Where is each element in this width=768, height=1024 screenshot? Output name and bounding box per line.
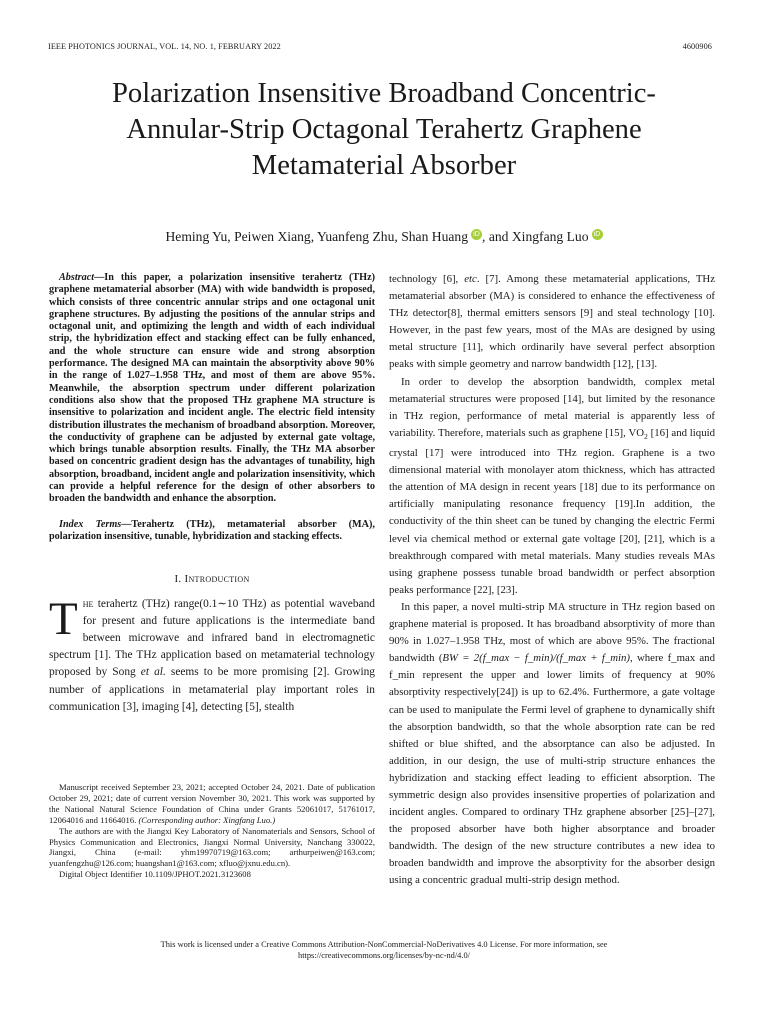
author-list xyxy=(60,229,708,245)
left-column xyxy=(49,272,375,716)
p1-italic: etc xyxy=(464,273,477,285)
intro-text: terahertz (THz) range(0.1∼10 THz) as potential waveband for present and future applications is the intermediate band between microwave and infrared band in electromagnetic spectrum [1]. The THz application based on metamaterial technology proposed by Song xyxy=(49,598,375,679)
page-number: 4600906 xyxy=(682,42,712,51)
corresponding-author: (Corresponding author: Xingfang Luo.) xyxy=(138,814,276,825)
p3-text-a: In this paper, a novel multi-strip MA structure in THz region based on graphene material is proposed. It has broadband absorptivity of more than 90% in 1.027–1.958 THz, most of which are above 95%. The fractional bandwidth ( xyxy=(389,600,715,665)
section-title: Introduction xyxy=(184,573,250,586)
p1-text-a: technology [6], xyxy=(389,273,465,285)
authors-part2: , and Xingfang Luo xyxy=(482,229,589,244)
p2-text-b: [16] and liquid crystal [17] were introduced into THz region. Graphene is a two dimensional material with monolayer atom thickness, which has attracted the attention of MA design in recent years [18] due to its performance on artificially manipulating resonance frequency [19].In addition, the conductivity of the thin sheet can be tuned by changing the electric Fermi level via chemical method or external gate voltage [20], [21], which is a breakthrough compared with metal materials. Many studies reveals MAs using graphene possess tunable broad bandwidth or perfect absorption peaks performance [22], [23]. xyxy=(389,426,715,596)
license-url[interactable]: https://creativecommons.org/licenses/by-nc-nd/4.0/ xyxy=(298,951,470,960)
p3-text-b: , where f_max and f_min represent the upper and lower limits of frequency at 90% absorptivity respectively[24]) is up to 62.4%. Furthermore, a gate voltage can be used to manipulate the Fermi level of graphene to dynamically shift the absorption bandwidth, so that the whole absorption rate can be red shifted or blue shifted, and the absorptance can also be adjusted. In addition, in our design, the use of multi-strip structure enhances the hybridization and stacking effect leading to efficient absorption. The symmetric design also provides insensitive properties of polarization and incident angles. Compared to ordinary THz graphene absorber [25]–[27], the proposed absorber have both higher absorptance and broader bandwidth. The design of the new structure contributes a new idea to broaden bandwidth and improve the absorptivity for the absorber design using a concentric gradual multi-strip design method. xyxy=(389,652,715,887)
index-terms xyxy=(49,519,375,544)
right-paragraph-3 xyxy=(389,599,715,890)
footnote-affiliation: The authors are with the Jiangxi Key Laboratory of Nanomaterials and Sensors, School of Physics Communication and Electronics, Jiangxi Normal University, Nanchang 330022, Jiangxi, China (e-mail: yhm19970719@163.com; arthurpeiwen@163.com; yuanfengzhu@126.com; huangshan1@163.com; xfluo@jxnu.edu.cn). xyxy=(49,825,375,869)
intro-caps: he xyxy=(82,598,94,611)
footnote-received xyxy=(49,782,375,826)
license-line-1: This work is licensed under a Creative Commons Attribution-NonCommercial-NoDerivatives 4.0 License. For more information, see xyxy=(160,940,608,949)
running-header-journal: IEEE PHOTONICS JOURNAL, VOL. 14, NO. 1, FEBRUARY 2022 xyxy=(48,42,281,51)
vo2-subscript: 2 xyxy=(644,432,648,441)
abstract-text: —In this paper, a polarization insensitive terahertz (THz) graphene metamaterial absorber (MA) with wide bandwidth is proposed, which consists of three concentric annular strips and one octagonal unit graphene structures. By adjusting the positions of the annular strips and octagonal unit, and optimizing the length and width of each individual strip, the hybridization effect and stacking effect can be fully enhanced, and the whole structure can ensure wide and strong absorption performance. The designed MA can maintain the absorptivity above 90% in the range of 1.027–1.958 THz, and most of them are above 95%. Meanwhile, the absorption spectrum under different polarization conditions also show that the proposed THz graphene MA structure is insensitive to polarization and incident angle. The electric field intensity distribution illustrates the mechanism of broadband absorption. Moreover, the conductivity of graphene can be adjusted by external gate voltage, which brings tunable absorption results. Finally, the THz MA absorber based on concentric gradient design has the advantages of tunability, high absorption, broadband, incident angle and polarization insensitivity, which can provide a helpful reference for the design of other absorbers to broaden the bandwidth and enhance the absorption. xyxy=(49,272,375,505)
section-heading-introduction xyxy=(49,571,375,588)
right-column xyxy=(389,271,715,890)
orcid-icon[interactable]: iD xyxy=(471,229,482,240)
authors-part1: Heming Yu, Peiwen Xiang, Yuanfeng Zhu, Shan Huang xyxy=(165,229,469,244)
abstract-lead: Abstract xyxy=(59,272,95,283)
index-terms-text: —Terahertz (THz), metamaterial absorber (MA), polarization insensitive, tunable, hybridization and stacking effects. xyxy=(49,518,375,542)
license-notice xyxy=(60,939,708,961)
section-number: I. xyxy=(174,573,182,586)
right-paragraph-2 xyxy=(389,374,715,599)
intro-italic: et al. xyxy=(140,666,166,679)
footnote-received-text: Manuscript received September 23, 2021; accepted October 24, 2021. Date of publication October 29, 2021; date of current version November 30, 2021. This work was supported by the National Natural Science Foundation of China under Grants 52061017, 51761017, 12064016 and 11664016. xyxy=(49,782,375,825)
abstract xyxy=(49,272,375,506)
drop-cap: T xyxy=(49,593,78,646)
orcid-icon[interactable]: iD xyxy=(592,229,603,240)
fractional-bandwidth-formula: BW = 2(f_max − f_min)/(f_max + f_min) xyxy=(442,652,631,665)
intro-text2: seems to be more promising [2]. Growing number of applications in metamaterial play important roles in communication [3], imaging [4], detecting [5], stealth xyxy=(49,666,376,713)
intro-paragraph xyxy=(49,593,376,716)
p1-text-b: . [7]. Among these metamaterial applications, THz metamaterial absorber (MA) is considered to enhance the effectiveness of THz detector[8], thermal emitters sensors [9] and steal technology [10]. However, in the past few years, most of the MAs are designed by using metal structure [11], which ordinarily have several perfect absorption peaks with simple geometry and narrow bandwidth [12], [13]. xyxy=(389,273,716,371)
footnotes xyxy=(49,782,375,880)
right-paragraph-1 xyxy=(389,271,715,374)
paper-title: Polarization Insensitive Broadband Concentric- Annular-Strip Octagonal Terahertz Graphene Metamaterial Absorber xyxy=(112,78,656,181)
footnote-doi: Digital Object Identifier 10.1109/JPHOT.2021.3123608 xyxy=(59,869,251,880)
index-terms-lead: Index Terms xyxy=(59,518,122,530)
p2-text-a: In order to develop the absorption bandwidth, complex metal metamaterial structures were proposed [14], but limited by the resonance in THz region, performance of metal material is apparently less of variability. Therefore, materials such as graphene [15], VO xyxy=(389,375,715,439)
